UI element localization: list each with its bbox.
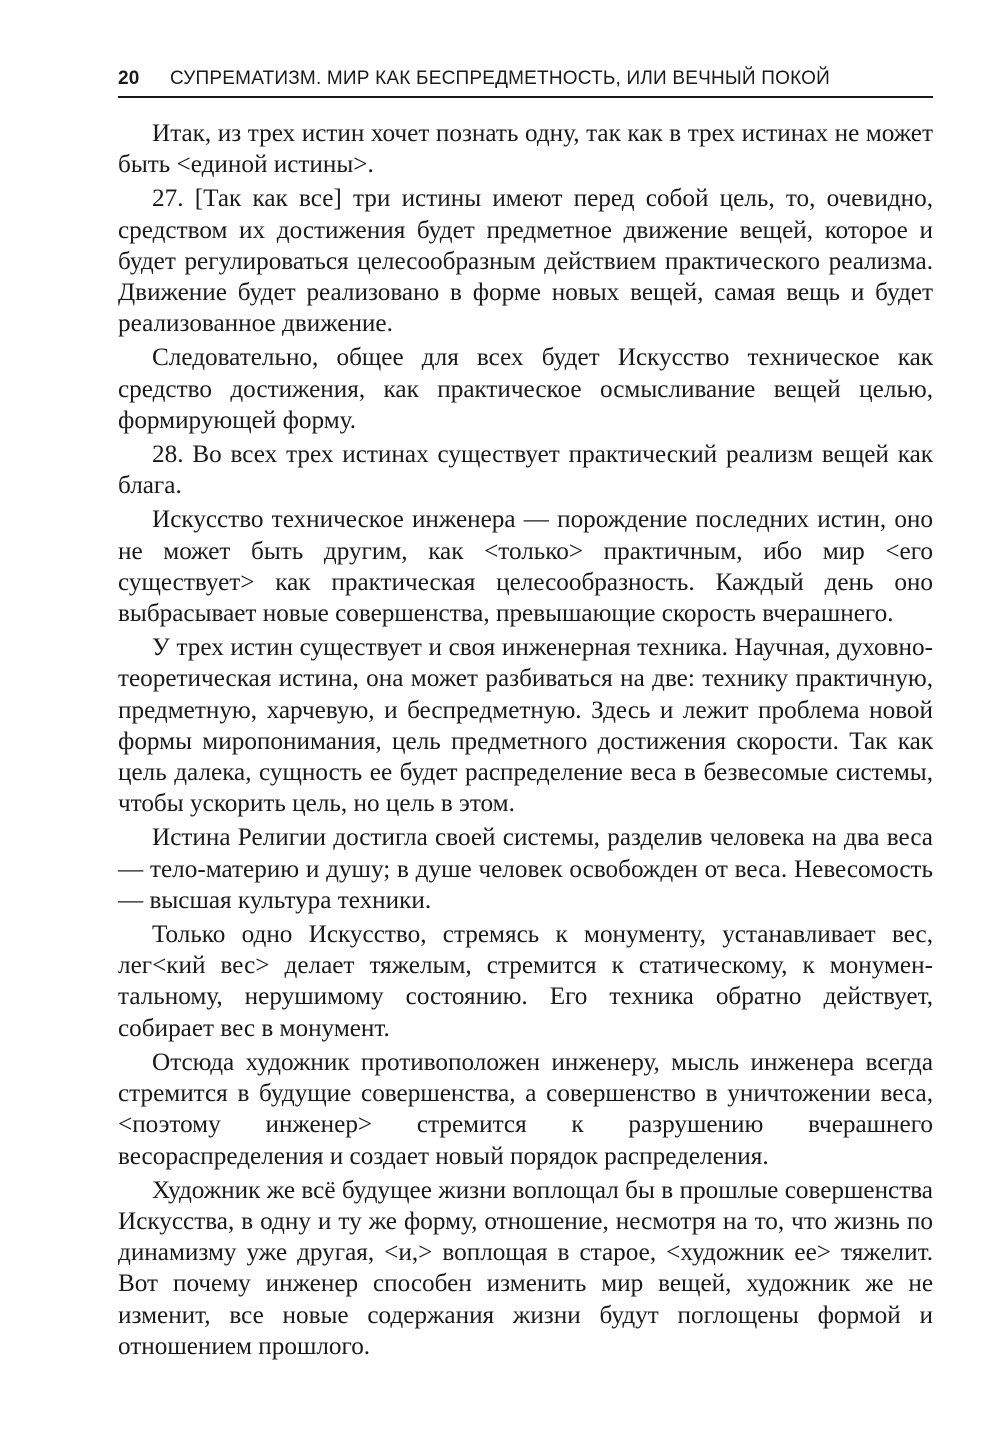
paragraph: 28. Во всех трех истинах существует практический реализм вещей как блага.: [118, 441, 933, 500]
body-text: [118, 118, 933, 1365]
paragraph: Итак, из трех истин хочет познать одну, так как в трех истинах не может быть <единой истины>.: [118, 120, 933, 179]
paragraph: Художник же всё будущее жизни воплощал бы в прошлые совершенства Искусства, в одну и ту же форму, отношение, несмотря на то, что жизнь по динамизму уже другая, <и,> воплощая в старое, <художник ее> тяжелит. Вот почему инженер способен изменить мир вещей, художник же не изменит, все новые содержания жизни будут поглощены формой и отношением прошлого.: [118, 1176, 933, 1360]
running-title: СУПРЕМАТИЗМ. МИР КАК БЕСПРЕДМЕТНОСТЬ, ИЛИ ВЕЧНЫЙ ПОКОЙ: [170, 68, 830, 89]
paragraph: Следовательно, общее для всех будет Искусство техническое как средство достижения, как практическое осмысливание вещей целью, формирующей форму.: [118, 344, 933, 434]
paragraph: 27. [Так как все] три истины имеют перед собой цель, то, очевидно, средством их достижения будет предметное движение вещей, которое и будет регулироваться целесообразным действием практического реализма. Движение будет реализовано в форме новых вещей, самая вещь и будет реализованное движение.: [118, 185, 933, 338]
paragraph: Только одно Искусство, стремясь к монументу, устанавливает вес, лег<кий вес> делает тяжелым, стремится к статическому, к монументальному, нерушимому состоянию. Его техника обратно действует, собирает вес в монумент.: [118, 921, 933, 1042]
paragraph: Искусство техническое инженера — порождение последних истин, оно не может быть другим, как <только> практичным, ибо мир <его существует> как практическая целесообразность. Каждый день оно выбрасывает новые совершенства, превышающие скорость вчерашнего.: [118, 506, 933, 628]
paragraph: Отсюда художник противоположен инженеру, мысль инженера всегда стремится в будущие совершенства, а совершенство в уничтожении веса, <поэтому инженер> стремится к разрушению вчерашнего весораспределения и создает новый порядок распределения.: [118, 1048, 933, 1170]
paragraph: У трех истин существует и своя инженерная техника. Научная, духовно-теоретическая истина, она может разбиваться на две: технику практичную, предметную, харчевую, и беспредметную. Здесь и лежит проблема новой формы миропонимания, цель предметного достижения скорости. Так как цель далека, сущность ее будет распределение веса в безвесомые системы, чтобы ускорить цель, но цель в этом.: [118, 634, 933, 818]
paragraph: Истина Религии достигла своей системы, разделив человека на два веса — тело-материю и душу; в душе человек освобожден от веса. Невесомость — высшая культура техники.: [118, 824, 933, 914]
page-number: 20: [118, 68, 140, 89]
running-header: [118, 66, 933, 98]
